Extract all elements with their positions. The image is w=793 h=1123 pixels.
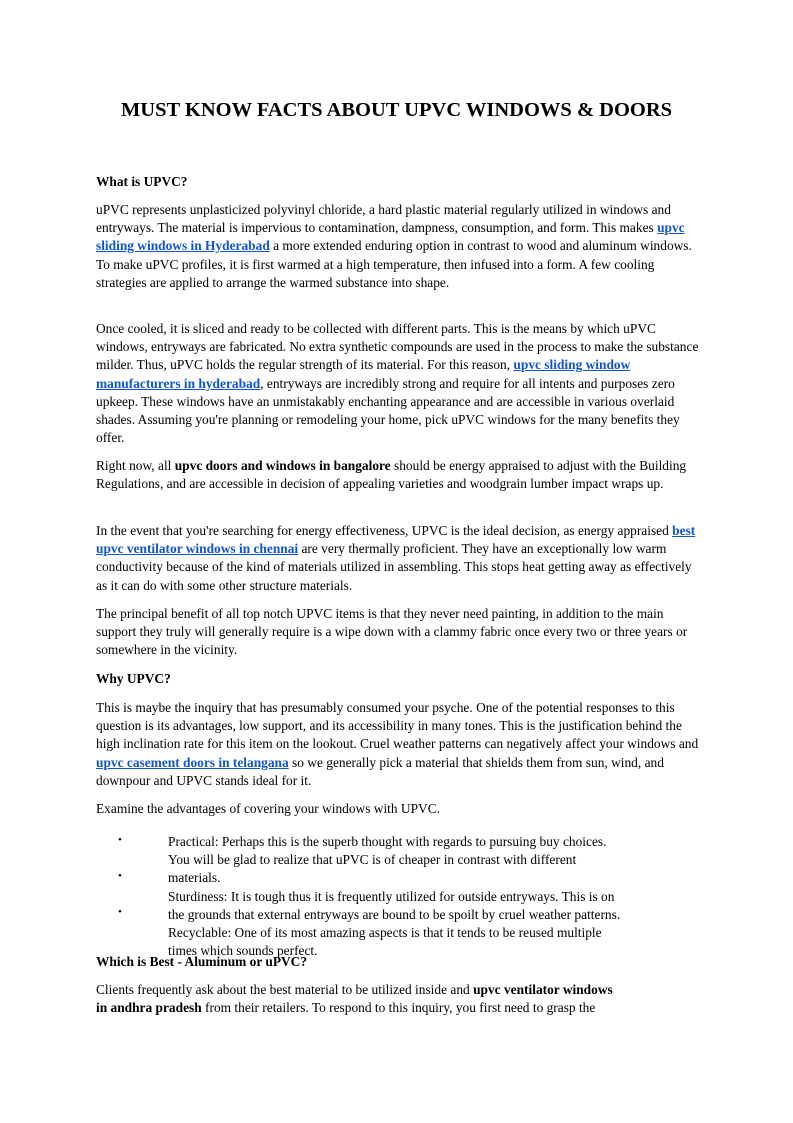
paragraph-1: [96, 201, 701, 292]
list-bullet-3: •: [118, 906, 122, 918]
paragraph-4: [96, 522, 701, 595]
paragraph-3-text-b: should be energy appraised to adjust with the Building Regulations, and are accessible in decision of appealing varieties and woodgrain lumber impact wraps up.: [96, 458, 687, 492]
paragraph-8-text-b: from their retailers. To respond to this inquiry, you first need to grasp the: [201, 1000, 596, 1016]
paragraph-5: The principal benefit of all top notch UPVC items is that they never need painting, in addition to the main support they truly will generally require is a wipe down with a clammy fabric once every two or three years or somewhere in the vicinity.: [96, 606, 688, 658]
paragraph-3: [96, 457, 701, 493]
paragraph-6-text-b: so we generally pick a material that shields them from sun, wind, and downpour and UPVC stands ideal for it.: [96, 754, 664, 788]
list-bullet-2: •: [118, 870, 122, 882]
paragraph-8-bold-2: in andhra pradesh: [96, 1000, 202, 1016]
paragraph-2: [96, 320, 701, 447]
paragraph-8-text-a: Clients frequently ask about the best material to be utilized inside and: [96, 982, 474, 997]
list-line: the grounds that external entryways are bound to be spoilt by cruel weather patterns.: [168, 906, 621, 922]
heading-why-upvc: Why UPVC?: [96, 671, 171, 686]
list-line: Recyclable: One of its most amazing aspects is that it tends to be reused multiple: [168, 925, 602, 941]
paragraph-1-text-b: a more extended enduring option in contrast to wood and aluminum windows. To make uPVC profiles, it is first warmed at a high temperature, then infused into a form. A few cooling strategies are applied to arrange the warmed substance into shape.: [96, 238, 692, 290]
list-bullet-1: •: [118, 834, 122, 846]
paragraph-1-text-a: uPVC represents unplasticized polyvinyl chloride, a hard plastic material regularly utilized in windows and entryways. The material is impervious to contamination, dampness, consumption, and form. This makes: [96, 202, 671, 236]
list-line: Sturdiness: It is tough thus it is frequently utilized for outside entryways. This is on: [168, 888, 615, 904]
list-line: materials.: [168, 870, 221, 886]
paragraph-6-text-a: This is maybe the inquiry that has presumably consumed your psyche. One of the potential responses to this question is its advantages, low support, and its accessibility in many tones. This is the justification behind the high inclination rate for this item on the lookout. Cruel weather patterns can negatively affect your windows and: [96, 700, 699, 752]
advantages-list: [168, 833, 668, 960]
link-upvc-casement-doors-telangana[interactable]: upvc casement doors in telangana: [96, 754, 289, 770]
paragraph-2-text-a: Once cooled, it is sliced and ready to be collected with different parts. This is the means by which uPVC windows, entryways are fabricated. No extra synthetic compounds are used in the process to make the substance milder. Thus, uPVC holds the regular strength of its material. For this reason,: [96, 321, 699, 373]
link-upvc-sliding-window-manufacturers[interactable]: upvc sliding window manufacturers in hyderabad: [96, 357, 631, 391]
paragraph-7: Examine the advantages of covering your windows with UPVC.: [96, 801, 440, 816]
paragraph-3-bold: upvc doors and windows in bangalore: [174, 458, 391, 473]
page-title: MUST KNOW FACTS ABOUT UPVC WINDOWS & DOORS: [120, 99, 673, 121]
paragraph-3-text-a: Right now, all: [96, 458, 175, 473]
paragraph-8: [96, 981, 676, 1017]
link-upvc-sliding-windows-hyderabad[interactable]: upvc sliding windows in Hyderabad: [96, 220, 685, 254]
heading-what-is-upvc: What is UPVC?: [96, 174, 188, 189]
list-line: times which sounds perfect.: [168, 943, 318, 959]
paragraph-4-text-a: In the event that you're searching for energy effectiveness, UPVC is the ideal decision, as energy appraised: [96, 523, 673, 538]
paragraph-4-text-b: are very thermally proficient. They have an exceptionally low warm conductivity because of the kind of materials utilized in assembling. This stops heat getting away as effectively as it can do with some other structure materials.: [96, 541, 692, 593]
heading-aluminum-or-upvc: Which is Best - Aluminum or uPVC?: [96, 954, 308, 969]
paragraph-6: [96, 699, 701, 790]
list-line: Practical: Perhaps this is the superb thought with regards to pursuing buy choices.: [168, 834, 607, 849]
paragraph-2-text-b: , entryways are incredibly strong and require for all intents and purposes zero upkeep. These windows have an unmistakably enchanting appearance and are accessible in various overlaid shades. Assuming you're planning or remodeling your home, pick uPVC windows for the many benefits they offer.: [96, 375, 680, 446]
paragraph-8-bold-1: upvc ventilator windows: [473, 982, 613, 997]
link-best-upvc-ventilator-windows-chennai[interactable]: best upvc ventilator windows in chennai: [96, 523, 696, 557]
list-line: You will be glad to realize that uPVC is of cheaper in contrast with different: [168, 852, 577, 868]
